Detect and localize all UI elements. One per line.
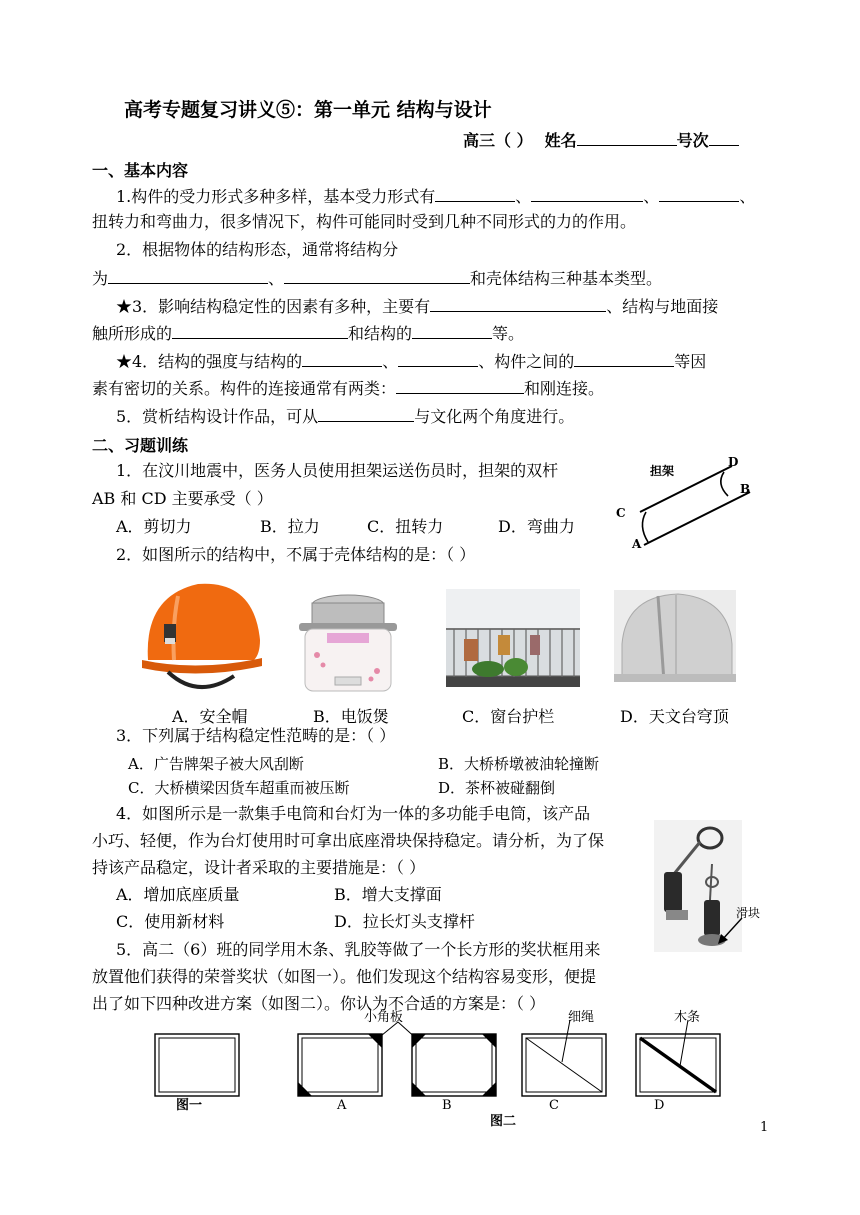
frame-letter-d: D [654, 1098, 665, 1113]
label-wood-strip: 木条 [674, 1010, 701, 1025]
frame-a [298, 1034, 382, 1096]
p4-option-a: A．增加底座质量 [116, 885, 240, 904]
figure-2-label: 图二 [490, 1114, 517, 1129]
p3-line: 3．下列属于结构稳定性范畴的是：（ ） [116, 726, 396, 745]
stretcher-point-c: C [616, 506, 626, 520]
q1-line2: 扭转力和弯曲力，很多情况下，构件可能同时受到几种不同形式的力的作用。 [92, 212, 637, 231]
p1-line1: 1．在汶川地震中，医务人员使用担架运送伤员时，担架的双杆 [116, 461, 559, 480]
slider-arrow-icon [712, 916, 746, 946]
safety-helmet-picture [138, 576, 266, 700]
p1-option-d: D．弯曲力 [498, 517, 575, 536]
p3-option-d: D．茶杯被碰翻倒 [438, 779, 556, 797]
frame-letter-a: A [337, 1098, 347, 1113]
p4-line1: 4．如图所示是一款集手电筒和台灯为一体的多功能手电筒，该产品 [116, 804, 591, 823]
p4-line3: 持该产品稳定，设计者采取的主要措施是：（ ） [92, 858, 426, 877]
class-label: 高三（ ） [463, 131, 533, 150]
frame-figure-1 [155, 1034, 239, 1096]
name-blank [577, 129, 677, 146]
section-heading-exercises: 二、习题训练 [92, 436, 189, 455]
p2-caption-d: D．天文台穹顶 [620, 707, 729, 726]
frame-letter-b: B [442, 1098, 452, 1113]
p4-option-d: D．拉长灯头支撑杆 [334, 912, 475, 931]
p4-line2: 小巧、轻便，作为台灯使用时可拿出底座滑块保持稳定。请分析，为了保 [92, 831, 605, 850]
student-info [463, 128, 739, 151]
p3-option-b: B．大桥桥墩被油轮撞断 [438, 755, 600, 773]
q3-line2: 触所形成的 和结构的 等。 [92, 324, 525, 343]
observatory-dome-picture [614, 590, 736, 682]
p5-line3: 出了如下四种改进方案（如图二）。你认为不合适的方案是：（ ） [92, 994, 546, 1013]
q4-line2: 素有密切的关系。构件的连接通常有两类： 和刚连接。 [92, 379, 605, 398]
p4-option-c: C．使用新材料 [116, 912, 225, 931]
frame-d [636, 1034, 720, 1096]
p5-line1: 5．高二（6）班的同学用木条、乳胶等做了一个长方形的奖状框用来 [116, 940, 601, 959]
q1-line1: 1.构件的受力形式多种多样，基本受力形式有 、 、 、 [116, 187, 756, 206]
p5-line2: 放置他们获得的荣誉奖状（如图一）。他们发现这个结构容易变形，便提 [92, 967, 597, 986]
frame-c [522, 1034, 606, 1096]
frame-letter-c: C [549, 1098, 559, 1113]
q4-line1: ★4．结构的强度与结构的 、 、构件之间的 等因 [116, 352, 707, 371]
rice-cooker-picture [293, 585, 403, 697]
stretcher-point-b: B [740, 482, 751, 496]
frame-figures [150, 1008, 760, 1112]
label-corner-plate: 小角板 [364, 1010, 404, 1025]
q5-line: 5．赏析结构设计作品，可从 与文化两个角度进行。 [116, 407, 575, 426]
p1-line2: AB 和 CD 主要承受（ ） [92, 489, 273, 508]
page-title: 高考专题复习讲义⑤：第一单元 结构与设计 [124, 99, 492, 121]
stretcher-label: 担架 [650, 464, 675, 478]
p4-option-b: B．增大支撑面 [334, 885, 442, 904]
window-guardrail-picture [446, 589, 580, 687]
p2-caption-b: B．电饭煲 [313, 707, 389, 726]
p2-caption-a: A．安全帽 [172, 707, 248, 726]
p2-line: 2．如图所示的结构中，不属于壳体结构的是：（ ） [116, 545, 476, 564]
number-label: 号次 [676, 131, 709, 150]
figure-1-label: 图一 [176, 1098, 203, 1113]
label-thin-rope: 细绳 [568, 1010, 595, 1025]
stretcher-point-d: D [728, 455, 739, 469]
p2-caption-c: C．窗台护栏 [462, 707, 555, 726]
p3-option-a: A．广告牌架子被大风刮断 [128, 755, 304, 773]
slider-label: 滑块 [736, 906, 761, 920]
name-label: 姓名 [544, 131, 577, 150]
p1-option-a: A．剪切力 [116, 517, 192, 536]
number-blank [709, 129, 739, 146]
p1-option-c: C．扭转力 [367, 517, 444, 536]
frame-b [412, 1034, 496, 1096]
q2-line1: 2．根据物体的结构形态，通常将结构分 [116, 240, 399, 259]
page-number: 1 [760, 1120, 769, 1135]
p1-option-b: B．拉力 [260, 517, 320, 536]
q3-line1: ★3．影响结构稳定性的因素有多种，主要有 、结构与地面接 [116, 297, 719, 316]
stretcher-point-a: A [632, 537, 642, 551]
q2-line2: 为 、 和壳体结构三种基本类型。 [92, 269, 663, 288]
p3-option-c: C．大桥横梁因货车超重而被压断 [128, 779, 350, 797]
section-heading-basic: 一、基本内容 [92, 161, 189, 180]
